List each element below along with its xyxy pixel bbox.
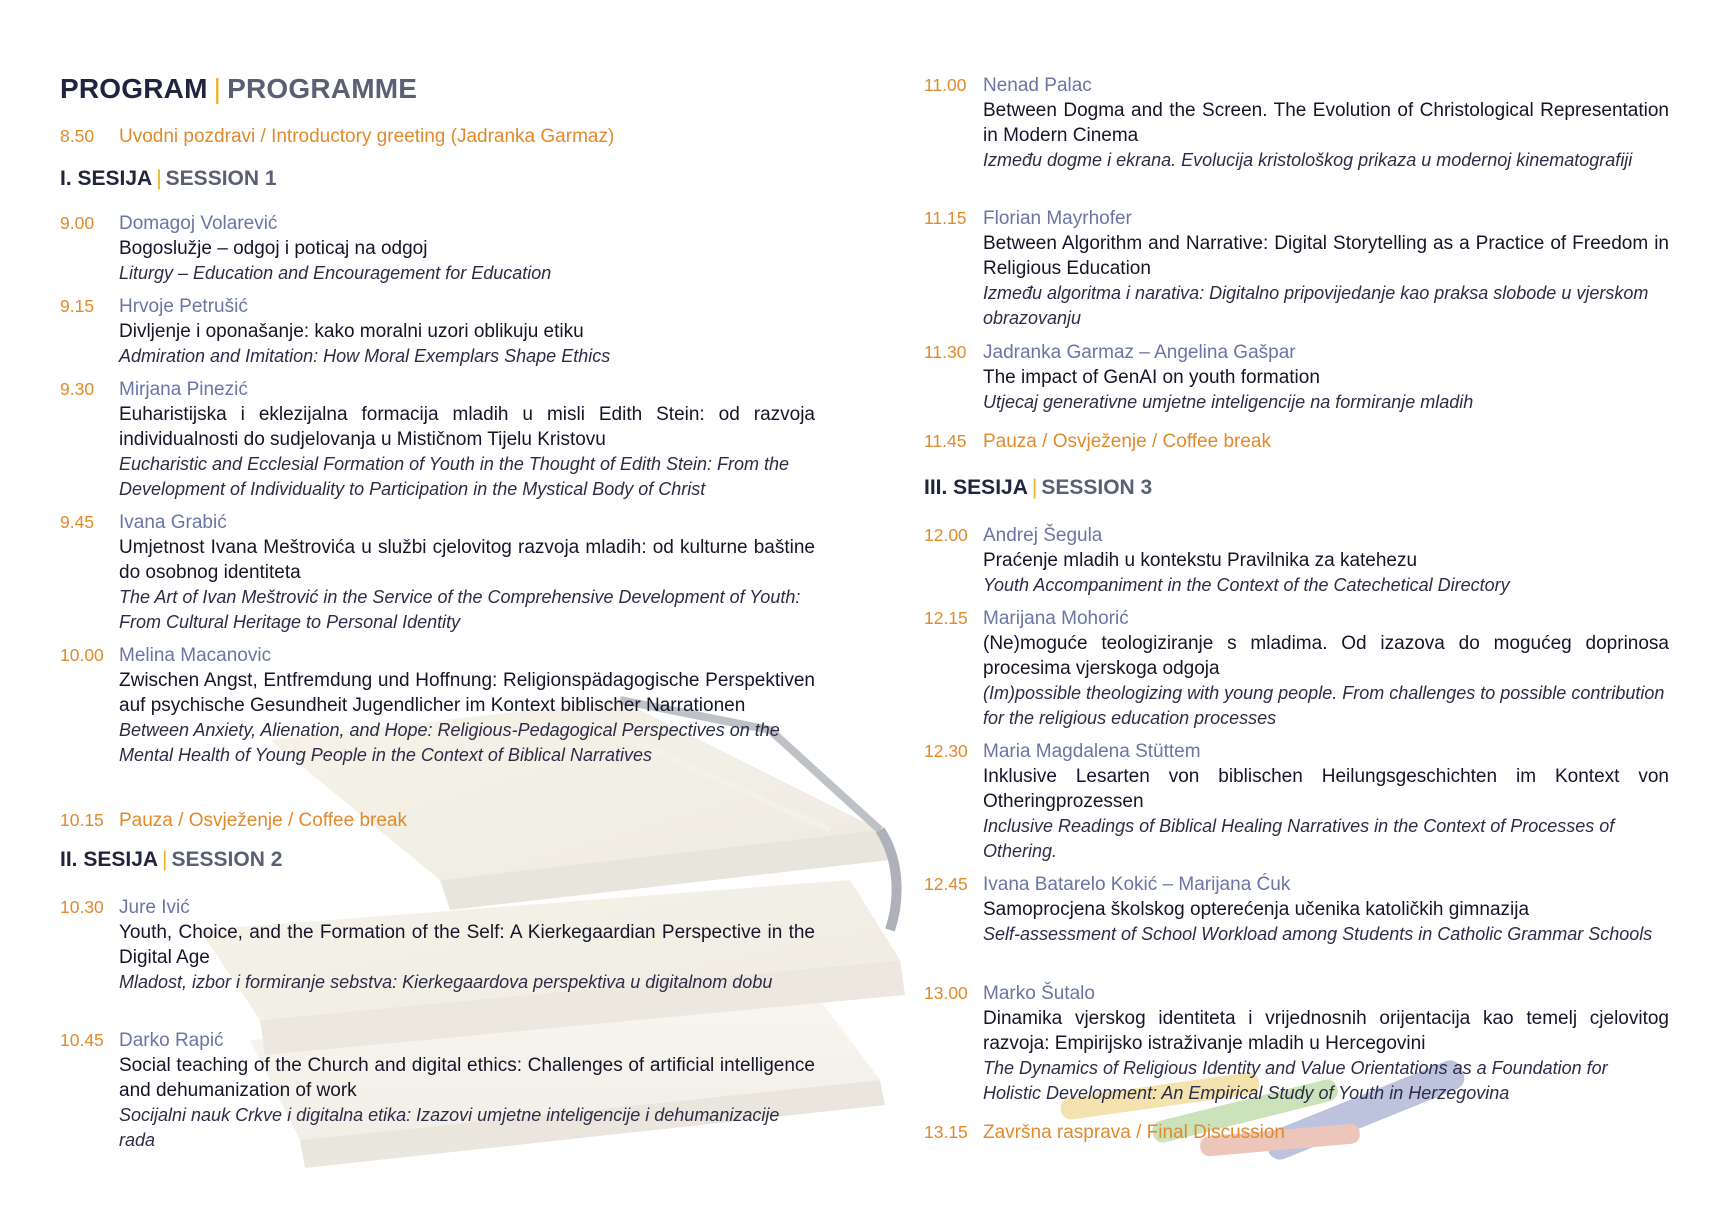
talk-translation: Između dogme i ekrana. Evolucija kristološkog prikaza u modernoj kinematografiji	[983, 150, 1633, 170]
time-label: 12.45	[924, 874, 968, 894]
speaker-name: Hrvoje Petrušić	[119, 296, 248, 317]
talk-translation: Admiration and Imitation: How Moral Exemplars Shape Ethics	[119, 346, 611, 366]
session-3-label-hr: III. SESIJA	[924, 476, 1028, 499]
talk-translation: Mladost, izbor i formiranje sebstva: Kierkegaardova perspektiva u digitalnom dobu	[119, 972, 773, 992]
opening-greeting-text: Uvodni pozdravi / Introductory greeting	[119, 126, 446, 147]
time-label: 9.30	[60, 379, 95, 399]
time-label: 11.45	[924, 431, 967, 451]
speaker-name: Nenad Palac	[983, 75, 1092, 96]
title-english: PROGRAMME	[227, 73, 418, 104]
speaker-name: Maria Magdalena Stüttem	[983, 741, 1201, 762]
talk-translation: (Im)possible theologizing with young people. From challenges to possible contribution for the religious education processes	[983, 683, 1665, 728]
title-separator: |	[213, 73, 222, 104]
talk-row	[924, 206, 1669, 331]
coffee-break-label: Pauza / Osvježenje / Coffee break	[983, 431, 1271, 452]
talk-title: Inklusive Lesarten von biblischen Heilungsgeschichten im Kontext von Otheringprozessen	[983, 766, 1669, 812]
talk-title: Between Algorithm and Narrative: Digital Storytelling as a Practice of Freedom in Religious Education	[983, 233, 1669, 279]
time-label: 10.00	[60, 645, 104, 665]
opening-greeting-speaker: (Jadranka Garmaz)	[450, 126, 615, 147]
session-2-heading	[60, 848, 282, 872]
talk-translation: Između algoritma i narativa: Digitalno pripovijedanje kao praksa slobode u vjerskom obrazovanju	[983, 283, 1649, 328]
time-label: 10.30	[60, 897, 104, 917]
talk-row	[60, 1028, 815, 1153]
talk-title: Zwischen Angst, Entfremdung und Hoffnung: Religionspädagogische Perspektiven auf psychische Gesundheit Jugendlicher im Kontext biblischer Narrationen	[119, 670, 815, 716]
speaker-name: Darko Rapić	[119, 1030, 224, 1051]
talk-title: Social teaching of the Church and digital ethics: Challenges of artificial intelligence and dehumanization of work	[119, 1055, 815, 1101]
opening-greeting	[119, 124, 815, 149]
talk-translation: Inclusive Readings of Biblical Healing Narratives in the Context of Processes of Othering.	[983, 816, 1615, 861]
time-label: 9.00	[60, 213, 95, 233]
talk-translation: Eucharistic and Ecclesial Formation of Youth in the Thought of Edith Stein: From the Development of Individuality to Participation in the Mystical Body of Christ	[119, 454, 790, 499]
talk-translation: The Art of Ivan Meštrović in the Service of the Comprehensive Development of Youth: From Cultural Heritage to Personal Identity	[119, 587, 801, 632]
speaker-name: Jadranka Garmaz – Angelina Gašpar	[983, 342, 1296, 363]
speaker-name: Florian Mayrhofer	[983, 208, 1132, 229]
time-label: 13.15	[924, 1122, 968, 1142]
final-discussion-label: Završna rasprava / Final Discussion	[983, 1122, 1285, 1143]
talk-row	[924, 981, 1669, 1106]
talk-row	[60, 377, 815, 502]
session-separator: |	[156, 167, 162, 190]
time-label: 11.15	[924, 208, 967, 228]
talk-title: Umjetnost Ivana Meštrovića u službi cjelovitog razvoja mladih: od kulturne baštine do osobnog identiteta	[119, 537, 815, 583]
talk-translation: Socijalni nauk Crkve i digitalna etika: Izazovi umjetne inteligencije i dehumanizacije rada	[119, 1105, 780, 1150]
opening-greeting-row	[60, 124, 815, 149]
talk-title: The impact of GenAI on youth formation	[983, 367, 1320, 388]
speaker-name: Domagoj Volarević	[119, 213, 278, 234]
talk-title: (Ne)moguće teologiziranje s mladima. Od izazova do mogućeg doprinosa procesima vjerskoga odgoja	[983, 633, 1669, 679]
talk-row	[924, 523, 1669, 598]
speaker-name: Melina Macanovic	[119, 645, 272, 666]
session-3-label-en: SESSION 3	[1041, 476, 1153, 499]
talk-row	[60, 211, 815, 286]
speaker-name: Ivana Batarelo Kokić – Marijana Ćuk	[983, 874, 1291, 895]
session-1-label-en: SESSION 1	[165, 167, 277, 190]
time-label: 11.30	[924, 342, 967, 362]
coffee-break-row	[924, 429, 1669, 454]
talk-row	[924, 73, 1669, 173]
time-label: 10.45	[60, 1030, 104, 1050]
session-1-heading	[60, 167, 277, 191]
final-discussion-row	[924, 1120, 1669, 1145]
time-label: 9.45	[60, 512, 95, 532]
title-croatian: PROGRAM	[60, 73, 208, 104]
time-label: 9.15	[60, 296, 95, 316]
time-label: 11.00	[924, 75, 967, 95]
talk-row	[60, 294, 815, 369]
speaker-name: Mirjana Pinezić	[119, 379, 248, 400]
talk-translation: Self-assessment of School Workload among Students in Catholic Grammar Schools	[983, 924, 1653, 944]
talk-row	[924, 739, 1669, 864]
session-1-label-hr: I. SESIJA	[60, 167, 153, 190]
time-label: 12.30	[924, 741, 968, 761]
talk-translation: Between Anxiety, Alienation, and Hope: Religious-Pedagogical Perspectives on the Mental Health of Young People in the Context of Biblical Narratives	[119, 720, 780, 765]
session-separator: |	[162, 848, 168, 871]
talk-title: Bogoslužje – odgoj i poticaj na odgoj	[119, 238, 428, 259]
talk-title: Dinamika vjerskog identiteta i vrijednosnih orijentacija kao temelj cjelovitog razvoja: Empirijsko istraživanje mladih u Hercegovini	[983, 1008, 1669, 1054]
talk-row	[924, 340, 1669, 415]
speaker-name: Andrej Šegula	[983, 525, 1103, 546]
coffee-break-label: Pauza / Osvježenje / Coffee break	[119, 810, 407, 831]
speaker-name: Marijana Mohorić	[983, 608, 1129, 629]
session-2-label-hr: II. SESIJA	[60, 848, 159, 871]
time-label: 12.15	[924, 608, 968, 628]
speaker-name: Ivana Grabić	[119, 512, 227, 533]
talk-title: Euharistijska i eklezijalna formacija mladih u misli Edith Stein: od razvoja individualnosti do sudjelovanja u Mističnom Tijelu Kristovu	[119, 404, 815, 450]
speaker-name: Jure Ivić	[119, 897, 190, 918]
talk-title: Divljenje i oponašanje: kako moralni uzori oblikuju etiku	[119, 321, 584, 342]
speaker-name: Marko Šutalo	[983, 983, 1095, 1004]
talk-row	[924, 872, 1669, 947]
page-title	[60, 73, 417, 105]
session-3-heading	[924, 476, 1152, 500]
talk-row	[60, 643, 815, 768]
time-label: 8.50	[60, 126, 95, 146]
talk-row	[924, 606, 1669, 731]
time-label: 13.00	[924, 983, 968, 1003]
talk-row	[60, 895, 815, 995]
talk-title: Praćenje mladih u kontekstu Pravilnika za katehezu	[983, 550, 1418, 571]
talk-translation: Liturgy – Education and Encouragement for Education	[119, 263, 552, 283]
session-2-label-en: SESSION 2	[171, 848, 283, 871]
talk-title: Samoprocjena školskog opterećenja učenika katoličkih gimnazija	[983, 899, 1530, 920]
talk-translation: Youth Accompaniment in the Context of the Catechetical Directory	[983, 575, 1510, 595]
coffee-break-row	[60, 808, 815, 833]
talk-row	[60, 510, 815, 635]
talk-translation: The Dynamics of Religious Identity and Value Orientations as a Foundation for Holistic Development: An Empirical Study of Youth in Herzegovina	[983, 1058, 1608, 1103]
talk-title: Youth, Choice, and the Formation of the Self: A Kierkegaardian Perspective in the Digital Age	[119, 922, 815, 968]
time-label: 10.15	[60, 810, 104, 830]
session-separator: |	[1031, 476, 1038, 499]
time-label: 12.00	[924, 525, 968, 545]
talk-title: Between Dogma and the Screen. The Evolution of Christological Representation in Modern Cinema	[983, 100, 1669, 146]
talk-translation: Utjecaj generativne umjetne inteligencije na formiranje mladih	[983, 392, 1474, 412]
